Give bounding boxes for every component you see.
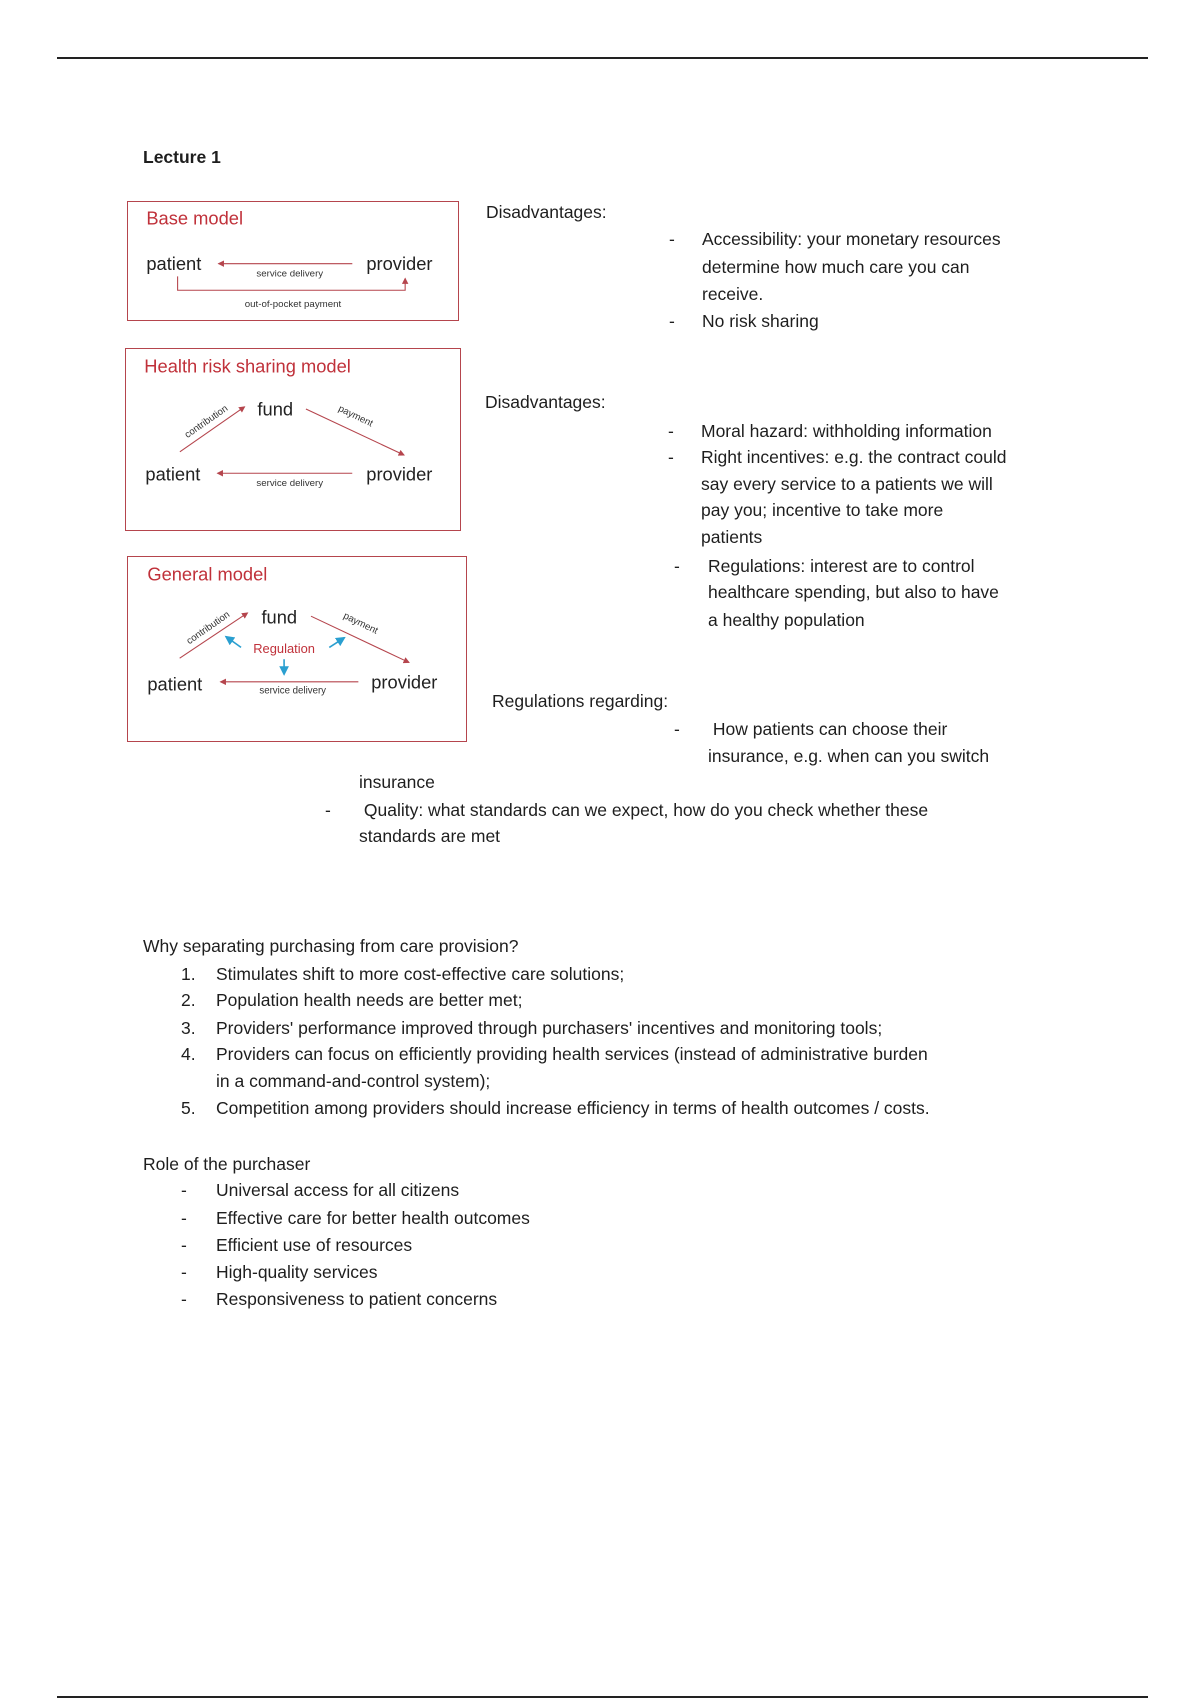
patient-node: patient [147, 673, 203, 695]
bullet-dash: - [181, 1208, 187, 1228]
list-item: Universal access for all citizens [216, 1180, 460, 1200]
bullet-text: pay you; incentive to take more [701, 500, 944, 520]
list-item: Population health needs are better met; [216, 990, 523, 1010]
bullet-text: a healthy population [708, 610, 865, 630]
bullet-text: insurance [359, 772, 435, 792]
regulation-label: Regulation [253, 640, 315, 656]
base-model-diagram [127, 201, 459, 321]
list-item: Competition among providers should increase efficiency in terms of health outcomes / costs. [216, 1098, 930, 1118]
page-heading: Lecture 1 [143, 147, 221, 167]
bullet-dash: - [674, 719, 680, 739]
bullet-text: Right incentives: e.g. the contract could [701, 447, 1007, 467]
risk-sharing-diagram [125, 348, 461, 531]
bullet-text: standards are met [359, 826, 501, 846]
bullet-dash: - [674, 556, 680, 576]
service-label: service delivery [256, 268, 324, 280]
contribution-label: contribution [184, 609, 233, 647]
list-number: 5. [181, 1098, 196, 1118]
contribution-label: contribution [182, 403, 231, 441]
list-item: Efficient use of resources [216, 1235, 413, 1255]
bullet-text: Quality: what standards can we expect, how do you check whether these [359, 800, 929, 820]
footer-rule [57, 1696, 1148, 1698]
bullet-text: receive. [702, 284, 764, 304]
bullet-dash: - [668, 447, 674, 467]
list-item: Stimulates shift to more cost-effective care solutions; [216, 964, 625, 984]
service-label: service delivery [256, 478, 324, 490]
bullet-dash: - [181, 1262, 187, 1282]
bullet-dash: - [669, 229, 675, 249]
bullet-text: say every service to a patients we will [701, 474, 993, 494]
provider-node: provider [371, 671, 438, 693]
bullet-dash: - [668, 421, 674, 441]
bullet-text: Regulations: interest are to control [708, 556, 975, 576]
bullet-text: insurance, e.g. when can you switch [708, 746, 990, 766]
list-item: in a command-and-control system); [216, 1071, 491, 1091]
disadvantages-label: Disadvantages: [485, 392, 606, 412]
bullet-dash: - [181, 1235, 187, 1255]
regulation-arrow-right [329, 638, 344, 648]
patient-node: patient [146, 254, 202, 275]
patient-node: patient [145, 463, 201, 485]
diagram-title: Base model [146, 208, 244, 229]
list-number: 4. [181, 1044, 196, 1064]
payment-label: out-of-pocket payment [244, 299, 342, 311]
header-rule [57, 57, 1148, 59]
list-number: 2. [181, 990, 196, 1010]
service-label: service delivery [259, 685, 327, 697]
provider-node: provider [366, 254, 433, 275]
fund-node: fund [261, 606, 298, 628]
list-item: Providers' performance improved through purchasers' incentives and monitoring tools; [216, 1018, 883, 1038]
role-title: Role of the purchaser [143, 1154, 311, 1174]
bullet-text: No risk sharing [702, 311, 819, 331]
provider-node: provider [366, 463, 433, 485]
list-number: 1. [181, 964, 196, 984]
bullet-text: determine how much care you can [702, 257, 970, 277]
regulation-arrow-left [226, 637, 241, 648]
why-question: Why separating purchasing from care provision? [143, 936, 519, 956]
list-item: Effective care for better health outcomes [216, 1208, 530, 1228]
disadvantages-label: Disadvantages: [486, 202, 607, 222]
bullet-text: Accessibility: your monetary resources [702, 229, 1001, 249]
bullet-text: Moral hazard: withholding information [701, 421, 992, 441]
list-item: Providers can focus on efficiently providing health services (instead of administrative burden [216, 1044, 928, 1064]
bullet-text: healthcare spending, but also to have [708, 582, 999, 602]
diagram-title: Health risk sharing model [144, 355, 351, 377]
general-model-diagram [127, 556, 467, 742]
payment-label: payment [341, 610, 380, 637]
bullet-dash: - [669, 311, 675, 331]
list-item: High-quality services [216, 1262, 378, 1282]
regulations-label: Regulations regarding: [492, 691, 669, 711]
diagram-title: General model [147, 563, 268, 585]
fund-node: fund [257, 398, 294, 420]
bullet-dash: - [181, 1180, 187, 1200]
payment-label: payment [336, 403, 375, 430]
list-item: Responsiveness to patient concerns [216, 1289, 498, 1309]
bullet-text: How patients can choose their [708, 719, 948, 739]
list-number: 3. [181, 1018, 196, 1038]
bullet-dash: - [181, 1289, 187, 1309]
bullet-text: patients [701, 527, 763, 547]
bullet-dash: - [325, 800, 331, 820]
